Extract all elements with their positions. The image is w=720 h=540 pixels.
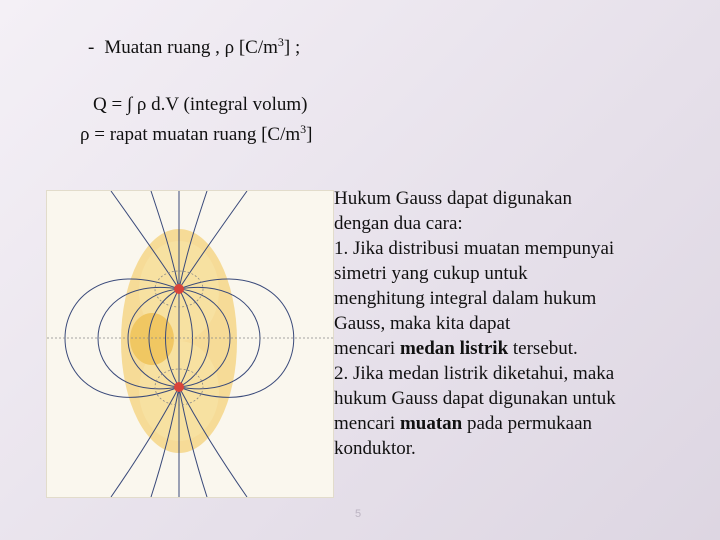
text-line (334, 311, 714, 336)
positive-charge-icon (174, 284, 184, 294)
text-line (334, 361, 714, 386)
negative-charge-icon (174, 382, 184, 392)
text-line (334, 261, 714, 286)
gauss-law-explanation (334, 186, 714, 461)
text-span: tersebut. (508, 338, 578, 359)
bullet-dash: - (88, 37, 95, 58)
rho-definition-text: ρ = rapat muatan ruang [C/m (80, 124, 301, 145)
text-span: Hukum Gauss dapat digunakan (334, 188, 572, 209)
text-line (334, 411, 714, 436)
superscript: 3 (300, 122, 307, 136)
text-span: menghitung integral dalam hukum (334, 288, 597, 309)
text-span: 2. Jika medan listrik diketahui, maka (334, 363, 615, 384)
text-span: mencari (334, 338, 400, 359)
text-span: pada permukaan (462, 413, 593, 434)
charge-density-line (88, 37, 300, 59)
rho-definition-tail: ] (306, 124, 313, 145)
text-line (334, 286, 714, 311)
charge-density-tail: ] ; (283, 37, 301, 58)
field-lines-svg (47, 191, 333, 497)
superscript: 3 (277, 35, 284, 49)
text-span: konduktor. (334, 438, 416, 459)
text-span: dengan dua cara: (334, 213, 463, 234)
integral-formula (93, 94, 308, 116)
text-line (334, 336, 714, 361)
text-line (334, 386, 714, 411)
text-line (334, 436, 714, 461)
charge-density-text: Muatan ruang , ρ [C/m (104, 37, 278, 58)
field-lines (65, 191, 294, 497)
page-number: 5 (355, 508, 362, 520)
text-span: simetri yang cukup untuk (334, 263, 528, 284)
bold-term: medan listrik (399, 338, 509, 359)
text-span: mencari (334, 413, 400, 434)
rho-definition (80, 124, 313, 146)
text-line (334, 211, 714, 236)
text-line (334, 236, 714, 261)
text-span: 1. Jika distribusi muatan mempunyai (334, 238, 615, 259)
text-line (334, 186, 714, 211)
integral-formula-text: Q = ∫ ρ d.V (integral volum) (93, 94, 308, 115)
text-span: Gauss, maka kita dapat (334, 313, 511, 334)
dipole-field-figure (46, 190, 334, 498)
bold-term: muatan (399, 413, 463, 434)
text-span: hukum Gauss dapat digunakan untuk (334, 388, 616, 409)
